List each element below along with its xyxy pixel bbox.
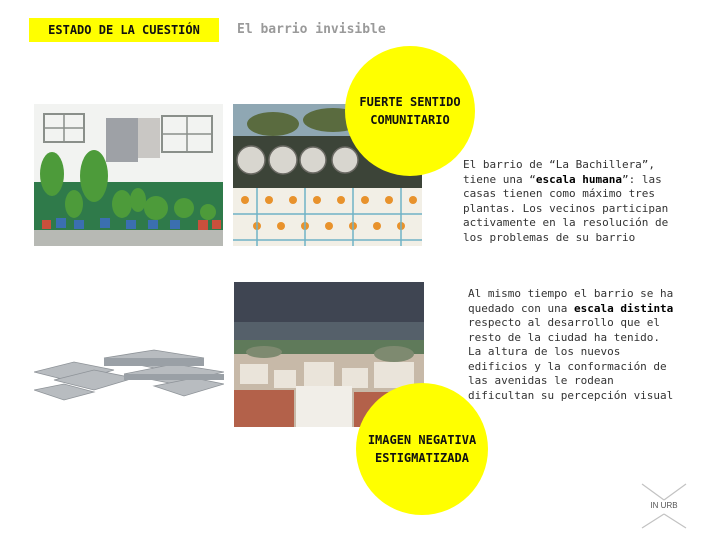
photo-plants-wall: [34, 104, 223, 246]
section-label: ESTADO DE LA CUESTIÓN: [29, 18, 219, 42]
circle-top-line2: COMUNITARIO: [370, 113, 450, 127]
inurb-logo: [640, 482, 688, 530]
circle-bottom-line2: ESTIGMATIZADA: [375, 451, 469, 465]
para1-text-b: ”: las casas tienen como máximo tres plantas. Los vecinos participan activamente en la resolución de los problemas de su barrio: [463, 172, 669, 244]
paragraph-different-scale: [468, 287, 714, 403]
circle-top-line1: FUERTE SENTIDO: [359, 95, 461, 109]
para2-text-a: Al mismo tiempo el barrio se ha quedado con una: [468, 287, 674, 315]
highlight-circle-community: [345, 46, 475, 176]
circle-bottom-line1: IMAGEN NEGATIVA: [367, 433, 477, 447]
para1-text-a: El barrio de “La Bachillera”, tiene una “: [463, 158, 656, 186]
paragraph-human-scale: [463, 158, 713, 245]
para1-bold: escala humana: [535, 172, 622, 186]
logo-text: IN URB: [650, 501, 678, 510]
para2-bold: escala distinta: [573, 301, 674, 315]
image-3d-model: [34, 340, 224, 410]
para2-text-b: respecto al desarrollo que el resto de la ciudad ha tenido. La altura de los nuevos edificios y la conformación de las avenidas le rodean dificultan su percepción visual: [468, 316, 674, 402]
page-subtitle: El barrio invisible: [237, 22, 386, 37]
